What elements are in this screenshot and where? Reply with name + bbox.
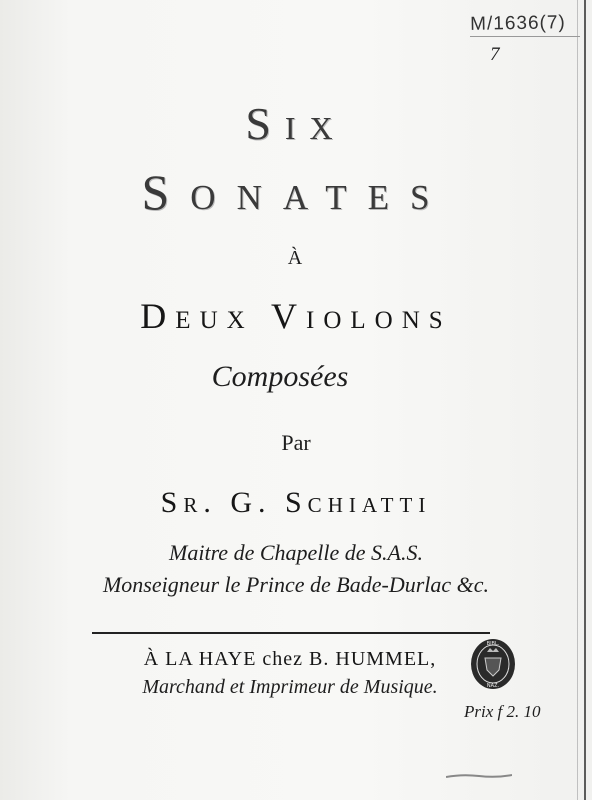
- title-deux-violons: Deux Violons: [140, 296, 452, 336]
- composed-label: Composées: [211, 360, 349, 393]
- price-note: Prix f 2. 10: [464, 702, 541, 721]
- ink-smudge: [446, 766, 512, 772]
- shelfmark-underline: [470, 36, 580, 37]
- title-sonates: Sonates: [141, 164, 451, 220]
- folio-number: 7: [490, 44, 500, 65]
- composer-position-1: Maitre de Chapelle de S.A.S.: [169, 540, 423, 565]
- by-label: Par: [281, 430, 311, 455]
- divider-rule: [92, 632, 490, 634]
- svg-text:NAZ.: NAZ.: [486, 683, 500, 689]
- publisher-trade: Marchand et Imprimeur de Musique.: [142, 676, 438, 698]
- publisher-imprint: À LA HAYE chez B. HUMMEL,: [143, 648, 437, 670]
- svg-text:BIBL.: BIBL.: [486, 641, 500, 647]
- library-stamp: [468, 636, 518, 692]
- composer-name: Sr. G. Schiatti: [160, 486, 432, 519]
- shelfmark-annotation: M/1636(7): [470, 12, 566, 35]
- composer-position-2: Monseigneur le Prince de Bade-Durlac &c.: [102, 572, 490, 597]
- library-stamp-icon: [468, 636, 518, 692]
- title-six: Six: [245, 98, 347, 149]
- title-a: À: [287, 247, 305, 269]
